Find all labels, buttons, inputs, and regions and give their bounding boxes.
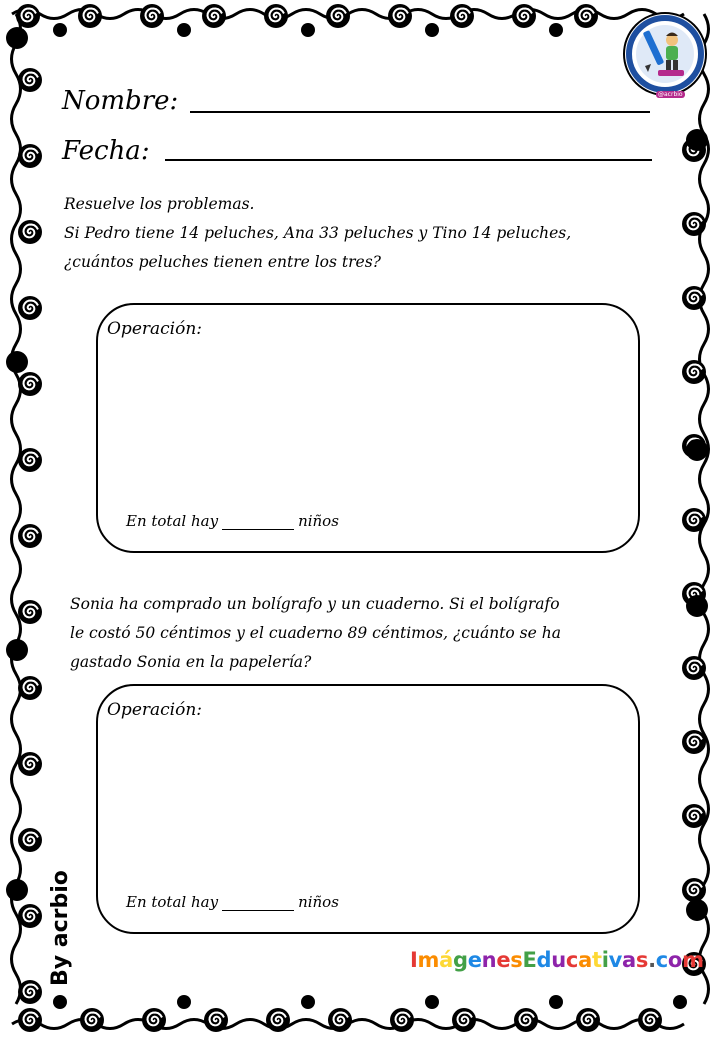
problem2-line-2: le costó 50 céntimos y el cuaderno 89 céntimos, ¿cuánto se ha [70,624,561,642]
problem1-total [126,512,339,530]
border-dot [53,995,67,1009]
border-dot [549,995,563,1009]
border-dot [425,23,439,37]
swirl-icon [682,360,706,384]
swirl-icon [682,508,706,532]
swirl-icon [140,4,164,28]
border-dot [6,351,28,373]
site-letter: u [551,948,566,972]
problem2-operation-label: Operación: [107,700,203,720]
author-watermark [30,870,100,990]
swirl-icon [512,4,536,28]
border-dot [673,995,687,1009]
date-line[interactable] [165,159,652,161]
swirl-icon [16,4,40,28]
swirl-icon [18,676,42,700]
swirl-icon [682,878,706,902]
swirl-icon [18,524,42,548]
site-letter: I [410,948,418,972]
swirl-icon [202,4,226,28]
swirl-icon [574,4,598,28]
name-label: Nombre: [62,86,179,116]
swirl-icon [682,804,706,828]
swirl-icon [18,600,42,624]
site-letter: a [622,948,636,972]
swirl-icon [18,296,42,320]
problem2-text [70,590,561,677]
site-letter: a [578,948,592,972]
swirl-icon [264,4,288,28]
site-letter: d [536,948,552,972]
problem2-total-suffix: niños [298,893,339,911]
swirl-icon [18,752,42,776]
swirl-icon [266,1008,290,1032]
swirl-icon [390,1008,414,1032]
name-line[interactable] [190,111,650,113]
swirl-icon [328,1008,352,1032]
site-letter: t [591,948,602,972]
swirl-icon [450,4,474,28]
site-letter: á [439,948,453,972]
site-letter: o [667,948,683,972]
problem1-text [64,190,571,277]
swirl-icon [18,68,42,92]
date-label: Fecha: [62,136,150,166]
swirl-icon [204,1008,228,1032]
border-dot [6,27,28,49]
site-letter: c [655,948,668,972]
swirl-icon [388,4,412,28]
problem2-answer-box[interactable] [96,684,640,934]
swirl-icon [452,1008,476,1032]
problem1-total-prefix: En total hay [126,512,219,530]
site-letter: s [510,948,523,972]
swirl-icon [682,656,706,680]
problem1-line-2: ¿cuántos peluches tienen entre los tres? [64,253,381,271]
swirl-icon [18,1008,42,1032]
site-letter: m [682,948,704,972]
border-dot [686,129,708,151]
problem2-total [126,893,339,911]
border-dot [301,23,315,37]
site-letter: g [452,948,468,972]
problem2-total-blank[interactable] [222,910,294,911]
border-dot [6,879,28,901]
border-dot [549,23,563,37]
site-letter: e [467,948,482,972]
site-letter: i [601,948,609,972]
swirl-icon [18,220,42,244]
problem1-line-1: Si Pedro tiene 14 peluches, Ana 33 peluches y Tino 14 peluches, [64,224,572,242]
border-dot [6,639,28,661]
problem2-line-3: gastado Sonia en la papelería? [70,653,312,671]
swirl-icon [18,828,42,852]
site-letter: E [522,948,537,972]
site-letter: e [496,948,511,972]
swirl-icon [18,372,42,396]
site-letter: s [635,948,649,972]
problem2-total-prefix: En total hay [126,893,219,911]
border-dot [686,595,708,617]
site-letter: m [417,948,440,972]
swirl-icon [142,1008,166,1032]
site-letter: c [565,948,579,972]
swirl-icon [18,448,42,472]
site-logo-text [410,948,704,972]
author-text: By acrbio [48,870,73,986]
problem2-line-1: Sonia ha comprado un bolígrafo y un cuaderno. Si el bolígrafo [70,595,560,613]
swirl-icon [682,212,706,236]
swirl-icon [682,730,706,754]
instruction: Resuelve los problemas. [64,195,255,213]
border-dot [177,23,191,37]
border-dot [686,899,708,921]
swirl-icon [576,1008,600,1032]
swirl-icon [18,144,42,168]
problem1-total-suffix: niños [298,512,339,530]
problem1-total-blank[interactable] [222,529,294,530]
logo-caption: @acrbio [658,91,683,98]
border-dot [425,995,439,1009]
border-dot [177,995,191,1009]
pencil-boy-badge-icon [620,12,710,102]
swirl-icon [514,1008,538,1032]
border-dot [53,23,67,37]
border-dot [301,995,315,1009]
site-letter: n [481,948,497,972]
border-dot [686,439,708,461]
swirl-icon [326,4,350,28]
swirl-icon [638,1008,662,1032]
site-letter: . [648,948,656,972]
swirl-icon [78,4,102,28]
problem1-answer-box[interactable] [96,303,640,553]
swirl-icon [80,1008,104,1032]
problem1-operation-label: Operación: [107,319,203,339]
site-letter: v [608,948,622,972]
swirl-icon [682,286,706,310]
